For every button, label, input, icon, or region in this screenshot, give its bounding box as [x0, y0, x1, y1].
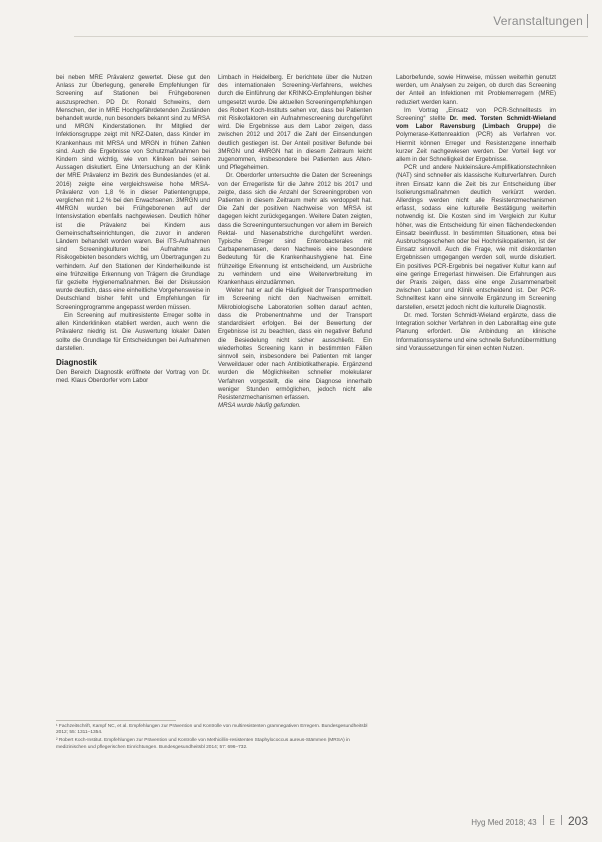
journal-citation: Hyg Med 2018; 43 [471, 818, 537, 827]
top-rule [74, 36, 588, 37]
paragraph: Dr. med. Torsten Schmidt-Wieland ergänzte, dass die Integration solcher Verfahren in den Laboralltag eine gute Planung erfordert. Die Anbindung an klinische Informationssysteme und eine schnelle Befundübermittlung sind Voraussetzungen für einen echten Nutzen. [396, 311, 556, 352]
column-1 [56, 74, 210, 385]
paragraph: PCR und andere Nukleinsäure-Amplifikationstechniken (NAT) sind schneller als klassische Kulturverfahren. Durch ihren Einsatz kann die Zeit bis zur Entscheidung über Isolierungsmaßnahmen deutlich verkürzt werden. Allerdings werden nicht alle Resistenzmechanismen erfasst, sodass eine kulturelle Bestätigung weiterhin notwendig ist. Die Kosten sind im Vergleich zur Kultur höher, was die Entscheidung für einen flächendeckenden Einsatz beeinflusst. In bestimmten Situationen, etwa bei Ausbruchsgeschehen oder bei Hochrisikopatienten, ist der Einsatz sinnvoll. Auch die Frage, wie mit diskordanten Ergebnissen umgegangen werden soll, wurde diskutiert. Ein positives PCR-Ergebnis bei negativer Kultur kann auf eine geringe Erregerlast hinweisen. Die Erfahrungen aus der Praxis zeigen, dass eine enge Zusammenarbeit zwischen Labor und Klinik entscheidend ist. Der PCR-Schnelltest kann eine sinnvolle Ergänzung im Screening darstellen, ersetzt jedoch nicht die kulturelle Diagnostik. [396, 164, 556, 311]
speaker-name: Dr. med. Torsten Schmidt-Wieland vom Labor Ravensburg (Limbach Gruppe) [396, 115, 556, 131]
footnote: ¹ Fachzeitschrift, Kampf NC, et al. Empfehlungen zur Prävention und Kontrolle von multiresistenten gramnegativen Erregern. Bundesgesundheitsbl 2012; 55: 1311–1354. [56, 724, 368, 736]
footnotes [56, 724, 372, 753]
paragraph: Ein Screening auf multiresistente Erreger sollte in allen Kinderkliniken etabliert werden, auch wenn die Prävalenz niedrig ist. Die Auswertung lokaler Daten sollte die Grundlage für Entscheidungen bei Aufnahmen darstellen. [56, 311, 210, 352]
paragraph: bei neben MRE Prävalenz gewertet. Diese gut den Anlass zur Überlegung, generelle Empfehlungen für Screening auf Stationen bei Frühgeborenen auszusprechen. PD Dr. Ronald Schweins, dem Menschen, der in MRE Hochgefährdetenden Zuständen behandelt wurde, nun besonders bekannt sind zu MRSA und MRGN Kinderstationen. Ihr Mitglied der Infektionsgruppe zeigt mit NRZ-Daten, dass Kinder im Krankenhaus mit MRSA und MRGN in frühen Zahlen sind. Auch die Ergebnisse von Schutzmaßnahmen bei Kindern sind wichtig, wie von Kliniken bei seinen Aussagen diskutiert. Eine Untersuchung an der Klinik der MRE Prävalenz im Bezirk des Bundeslandes (et al. 2016) zeigte eine vergleichsweise hohe MRSA-Prävalenz von 1,8 % in dieser Patientengruppe, verglichen mit 1,2 % bei den Erwachsenen. 3MRGN und 4MRGN wurden bei Frühgeborenen auf der Intensivstation ebenfalls nachgewiesen. Deutlich höher ist die Prävalenz bei Kindern aus Gemeinschaftseinrichtungen, die zuvor in anderen Ländern behandelt worden waren. Bei ITS-Aufnahmen sind Screeningkulturen bei Aufnahme aus Risikogebieten besonders wichtig, um Übertragungen zu verhindern. Auf den Stationen der Kinderheilkunde ist eine frühzeitige Erkennung von Trägern die Grundlage für gezielte Hygienemaßnahmen. Bei der Diskussion wurde deutlich, dass eine einheitliche Vorgehensweise in Deutschland bisher fehlt und Empfehlungen für Screeningprogramme angepasst werden müssen. [56, 74, 210, 311]
italic-note: MRSA wurde häufig gefunden. [218, 402, 301, 410]
section-heading: Diagnostik [56, 357, 97, 367]
footnote: ² Robert Koch-Institut. Empfehlungen zur Prävention und Kontrolle von Methicillin-resistenten Staphylococcus aureus-Stämmen (MRSA) in medizinischen und pflegerischen Einrichtungen. Bundesgesundheitsbl 2014; 57: 696–732. [56, 738, 350, 750]
paragraph: Limbach in Heidelberg. Er berichtete über die Nutzen des internationalen Screening-Verfahrens, welches durch die Einführung der KRINKO-Empfehlungen bisher umgesetzt wurde. Die aktuellen Screeningempfehlungen des Robert Koch-Instituts sehen vor, dass bei Patienten mit Risikofaktoren ein Aufnahmescreening durchgeführt wird. Die Ergebnisse aus dem Labor zeigen, dass zwischen 2012 und 2017 die Zahl der Einsendungen deutlich gestiegen ist. Der Anteil positiver Befunde bei 3MRGN und 4MRGN hat in diesem Zeitraum leicht zugenommen, insbesondere bei Patienten aus Alten- und Pflegeheimen. [218, 74, 372, 172]
footnote-rule [56, 720, 176, 721]
section-title: Veranstaltungen [493, 14, 583, 28]
paragraph: Den Bereich Diagnostik eröffnete der Vortrag von Dr. med. Klaus Oberdorfer vom Labor [56, 368, 210, 385]
page-footer [471, 814, 588, 828]
section-header [493, 14, 588, 28]
paragraph: Im Vortrag „Einsatz von PCR-Schnelltests im Screening“ stellte Dr. med. Torsten Schmidt-Wieland vom Labor Ravensburg (Limbach Gruppe) die Polymerase-Kettenreaktion (PCR) als Verfahren vor. Hiermit können Erreger und Resistenzgene innerhalb kurzer Zeit nachgewiesen werden. Der Vorteil liegt vor allem in der Schnelligkeit der Ergebnisse. [396, 106, 557, 164]
column-2 [218, 74, 372, 410]
footer-divider [543, 815, 544, 825]
footer-marker: E [549, 818, 555, 827]
header-divider [587, 14, 588, 28]
column-3 [396, 74, 556, 353]
footer-divider [561, 815, 562, 825]
page-number: 203 [567, 814, 588, 828]
paragraph: Weiter hat er auf die Häufigkeit der Transportmedien im Screening nicht den Nachweisen ermittelt. Mikrobiologische Laboratorien sollten darauf achten, dass die Probenentnahme und der Transport standardisiert erfolgen. Bei der Bewertung der Ergebnisse ist zu beachten, dass ein negativer Befund die Besiedelung nicht sicher ausschließt. Ein wiederholtes Screening kann in bestimmten Fällen sinnvoll sein, insbesondere bei Patienten mit langer Verweildauer oder nach Antibiotikatherapie. Ergänzend wurden die Möglichkeiten schneller molekularer Verfahren vorgestellt, die eine Diagnose innerhalb weniger Stunden ermöglichen, jedoch nicht alle Resistenzmechanismen erfassen. [218, 287, 372, 401]
paragraph: Laborbefunde, sowie Hinweise, müssen weiterhin genutzt werden, um Analysen zu zeigen, ob durch das Screening der Anteil an Infektionen mit Problemerregern (MRE) reduziert werden kann. [396, 74, 556, 106]
paragraph: Dr. Oberdorfer untersuchte die Daten der Screenings von der Erregerliste für die Jahre 2012 bis 2017 und zeigte, dass sich die Anzahl der Screeningproben von Patienten in diesem Zeitraum mehr als verdoppelt hat. Die Zahl der positiven Nachweise von MRSA ist dagegen leicht zurückgegangen. Weitere Daten zeigten, dass die Screeninguntersuchungen vor allem im Bereich Rektal- und Nasenabstriche durchgeführt werden. Typische Erreger sind Enterobacterales mit Carbapenemasen, deren Nachweis eine besondere Bedeutung für die Krankenhaushygiene hat. Eine frühzeitige Erkennung ist entscheidend, um Ausbrüche zu verhindern und eine Weiterverbreitung im Krankenhaus einzudämmen. [218, 172, 372, 287]
